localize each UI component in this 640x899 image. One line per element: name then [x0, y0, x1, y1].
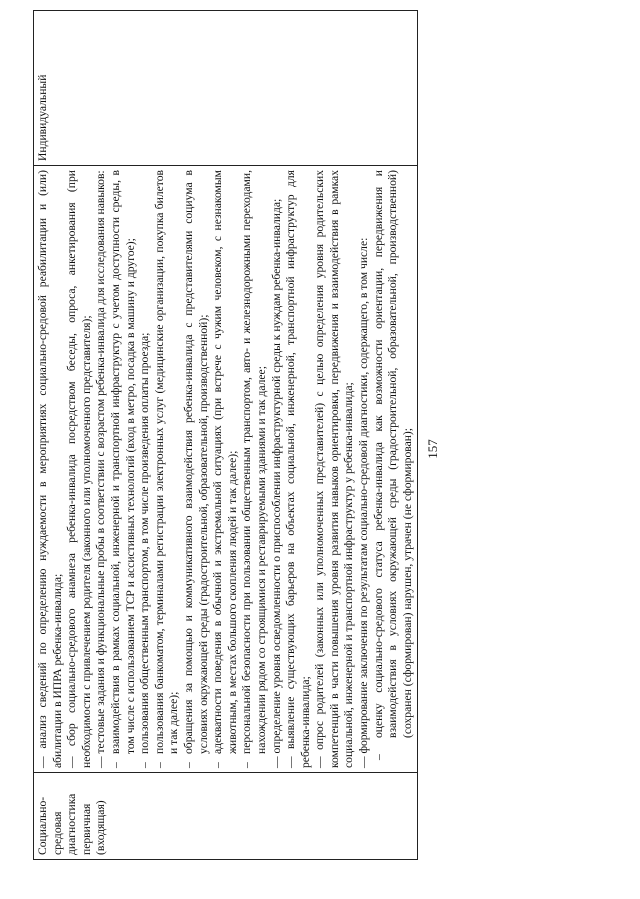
page-number: 157 — [425, 439, 440, 459]
content-subitem — [153, 170, 182, 768]
list-dash: – — [152, 762, 166, 768]
service-form-cell — [34, 11, 418, 166]
content-subitem-text: адекватности поведения в обычной и экстремальной ситуациях (при встрече с чужим человеком, с незнакомым животным, в местах большого скопления людей и так далее); — [211, 170, 239, 754]
content-item: — анализ сведений по определению нуждаемости в мероприятиях социально-средовой реабилитации и (или) абилитации в ИПРА ребенка-инвалида; — [36, 170, 64, 768]
content-subitem — [372, 170, 416, 768]
content-subitem — [240, 170, 269, 768]
content-subitem-text: персональной безопасности при пользовании общественным транспортом, авто- и железнодорожными переходами, нахождении рядом со строящимися и реставрируемыми зданиями и так далее; — [240, 170, 268, 754]
content-subitem-text: оценку социально-средового статуса ребенка-инвалида как возможности ориентации, передвижения и взаимодействия в условиях окружающей среды (градостроительной, образовательной, производственной) (сохранен (сформирован) нарушен, утрачен (не сформирован); — [371, 170, 414, 738]
list-dash: – — [240, 762, 254, 768]
rotated-sheet — [33, 38, 607, 860]
content-item: — определение уровня осведомленности о приспособлении инфраструктурной среды к нуждам ребенка-инвалида; — [269, 198, 283, 768]
service-table — [33, 10, 418, 860]
service-name-line: диагностика — [65, 793, 79, 855]
list-dash: – — [211, 762, 225, 768]
service-name-line: первичная — [79, 803, 93, 855]
list-dash: – — [371, 754, 385, 760]
list-dash: – — [108, 762, 122, 768]
list-dash: – — [181, 762, 195, 768]
list-dash: – — [138, 762, 152, 768]
table-row — [34, 11, 418, 860]
content-subitem — [211, 170, 240, 768]
content-subitem-text: пользования общественным транспортом, в том числе произведения оплаты проезда; — [138, 332, 152, 754]
content-subitem-text: пользования банкоматом, терминалами регистрации электронных услуг (медицинские организации, покупка билетов и так далее); — [152, 170, 181, 754]
content-subitem-text: взаимодействия в рамках социальной, инженерной и транспортной инфраструктур с учетом доступности среды, в том числе с использованием ТСР и ассистивных технологий (вход в метро, посадка в машину и другое); — [108, 170, 137, 754]
service-name-line: средовая — [50, 811, 64, 855]
content-subitem — [109, 170, 138, 768]
content-item: — сбор социально-средового анамнеза ребенка-инвалида посредством беседы, опроса, анкетирования (при необходимости с привлечением родителя (законного или уполномоченного представителя); — [65, 170, 93, 768]
content-subitem — [138, 170, 153, 768]
service-name-line: Социально- — [36, 796, 49, 855]
service-content-cell — [34, 166, 418, 773]
content-item: — формирование заключения по результатам социально-средовой диагностики, содержащего, в том числе: — [357, 237, 371, 768]
content-subitem — [182, 170, 211, 768]
content-item: — тестовые задания и функциональные пробы в соответствии с возрастом ребенка-инвалида для исследования навыков: — [94, 170, 108, 768]
service-name-line: (входящая) — [94, 800, 108, 855]
content-subitem-text: обращения за помощью и коммуникативного взаимодействия ребенка-инвалида с представителями социума в условиях окружающей среды (градостроительной, образовательной, производственной); — [181, 170, 210, 754]
form-label: Индивидуальный — [36, 74, 49, 161]
content-item: — выявление существующих барьеров на объектах социальной, инженерной, транспортной инфраструктур для ребенка-инвалида; — [284, 170, 312, 768]
content-item: — опрос родителей (законных или уполномоченных представителей) с целью определения уровня родительских компетенций в части повышения уровня развития навыков ориентировки, передвижения и взаимодействия в рамках социальной, инженерной и транспортной инфраструктур у ребенка-инвалида; — [313, 170, 356, 768]
service-name-cell — [34, 773, 418, 860]
